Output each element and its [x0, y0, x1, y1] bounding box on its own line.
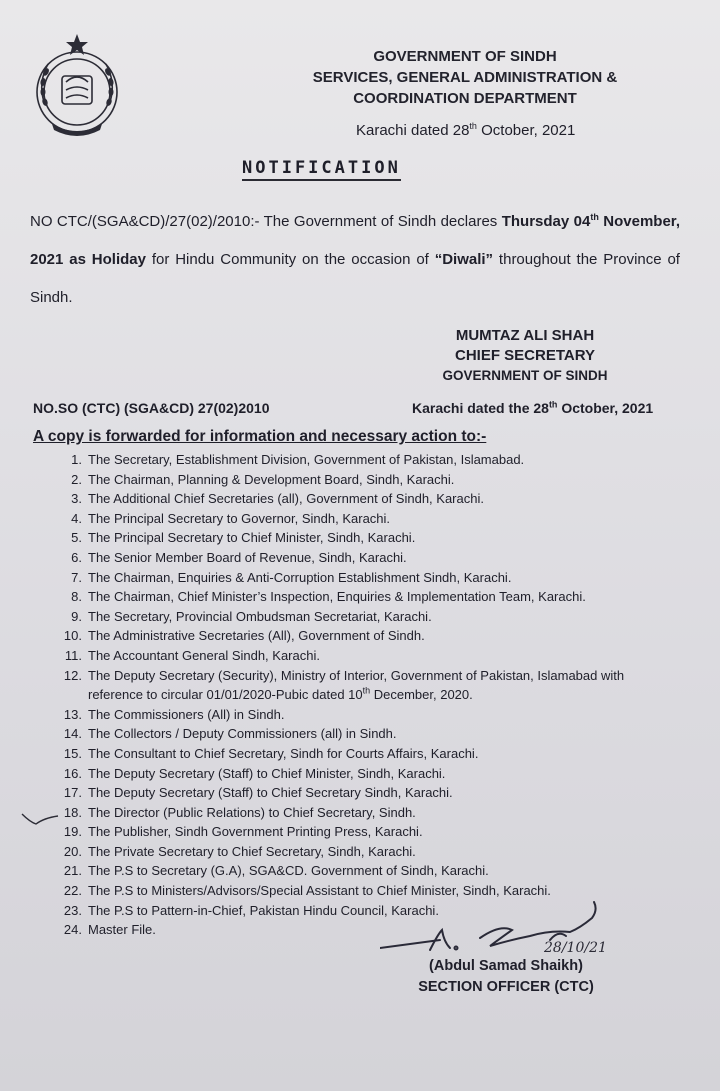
list-item-main-text: The Administrative Secretaries (All), Government of Sindh. [88, 628, 425, 644]
issue-date-sup: th [469, 121, 477, 131]
continuation-sup: th [362, 685, 371, 696]
list-item-text [88, 724, 696, 744]
issue-date-suffix: October, 2021 [476, 122, 576, 139]
list-item-number: 2. [71, 471, 82, 487]
list-item-number: 14. [63, 726, 82, 742]
list-item-number: 18. [63, 804, 82, 820]
issue-date-prefix: Karachi dated 28 [356, 122, 470, 139]
list-item-text [88, 666, 696, 705]
issue-date [356, 122, 575, 139]
list-item-text [88, 587, 696, 607]
notification-ref: NO CTC/(SGA&CD)/27(02)/2010:- [30, 213, 260, 230]
chief-secretary-signatory [420, 326, 630, 386]
list-item-main-text: The Director (Public Relations) to Chief Secretary, Sindh. [88, 804, 416, 820]
list-item-main-text: The P.S to Secretary (G.A), SGA&CD. Government of Sindh, Karachi. [88, 863, 489, 879]
list-item [56, 881, 696, 901]
forwarding-ref-number: NO.SO (CTC) (SGA&CD) 27(02)2010 [33, 400, 270, 416]
list-item-main-text: The Private Secretary to Chief Secretary, Sindh, Karachi. [88, 843, 416, 859]
list-item-number: 4. [71, 510, 82, 526]
list-item-number: 20. [63, 843, 82, 859]
list-item-main-text: The Chairman, Chief Minister’s Inspection, Enquiries & Implementation Team, Karachi. [88, 589, 586, 605]
list-item [56, 528, 696, 548]
list-item-number: 10. [63, 628, 82, 644]
list-item-number: 15. [63, 745, 82, 761]
list-item-number: 5. [71, 530, 82, 546]
list-item [56, 509, 696, 529]
list-item [56, 705, 696, 725]
list-item-main-text: The Accountant General Sindh, Karachi. [88, 647, 320, 663]
list-item-number: 21. [63, 863, 82, 879]
list-item-main-text: The Deputy Secretary (Staff) to Chief Minister, Sindh, Karachi. [88, 765, 446, 781]
list-item-text [88, 528, 696, 548]
body-text-2: for Hindu Community on the occasion of [145, 251, 435, 268]
list-item-main-text: The Additional Chief Secretaries (all), Government of Sindh, Karachi. [88, 491, 484, 507]
list-item-number: 13. [63, 706, 82, 722]
list-item [56, 764, 696, 784]
list-item-main-text: The P.S to Ministers/Advisors/Special Assistant to Chief Minister, Sindh, Karachi. [88, 883, 551, 899]
body-text-1: The Government of Sindh declares [259, 213, 502, 230]
list-item-number: 6. [71, 549, 82, 565]
section-officer-name: (Abdul Samad Shaikh) [429, 958, 583, 974]
list-item-number: 16. [63, 765, 82, 781]
list-item [56, 803, 696, 823]
signatory-title: CHIEF SECRETARY [454, 347, 595, 364]
list-item [56, 646, 696, 666]
list-item-text [88, 450, 696, 470]
list-item-text [88, 861, 696, 881]
list-item-number: 23. [63, 902, 82, 918]
notification-title: NOTIFICATION [242, 158, 401, 181]
list-item-main-text: The Senior Member Board of Revenue, Sindh, Karachi. [88, 549, 407, 565]
list-item [56, 783, 696, 803]
list-item-text [88, 568, 696, 588]
list-item-main-text: The Publisher, Sindh Government Printing Press, Karachi. [88, 824, 423, 840]
list-item-text [88, 646, 696, 666]
list-item-text [88, 705, 696, 725]
section-officer-signatory [406, 956, 606, 998]
continuation-suffix: December, 2020. [370, 687, 473, 703]
list-item-main-text: The Collectors / Deputy Commissioners (all) in Sindh. [88, 726, 397, 742]
checkmark-icon [20, 810, 60, 826]
list-item-number: 1. [71, 452, 82, 467]
list-item-text [88, 626, 696, 646]
list-item-number: 19. [63, 824, 82, 840]
body-text-3: throughout the Province of Sindh. [30, 251, 680, 306]
forwarding-date-prefix: Karachi dated the 28 [412, 400, 549, 416]
list-item-text [88, 607, 696, 627]
list-item-number: 17. [63, 785, 82, 801]
list-item-main-text: The Principal Secretary to Governor, Sindh, Karachi. [88, 510, 391, 526]
list-item [56, 548, 696, 568]
list-item-number: 3. [71, 491, 82, 507]
list-item-text [88, 489, 696, 509]
header-line-3: COORDINATION DEPARTMENT [353, 90, 577, 107]
list-item-continuation [88, 685, 696, 705]
list-item [56, 724, 696, 744]
list-item-text [88, 881, 696, 901]
header-line-1: GOVERNMENT OF SINDH [373, 48, 557, 65]
signatory-org: GOVERNMENT OF SINDH [442, 368, 608, 383]
list-item [56, 861, 696, 881]
holiday-day-sup: th [590, 212, 599, 222]
list-item-number: 24. [63, 922, 82, 938]
list-item-number: 8. [71, 589, 82, 605]
list-item-main-text: The Principal Secretary to Chief Minister, Sindh, Karachi. [88, 530, 416, 546]
forwarding-date-sup: th [548, 399, 558, 410]
list-item-main-text: The Commissioners (All) in Sindh. [88, 706, 285, 722]
list-item-main-text: The Secretary, Provincial Ombudsman Secretariat, Karachi. [88, 608, 432, 624]
list-item-text [88, 783, 696, 803]
list-item [56, 450, 696, 470]
distribution-list [56, 450, 696, 940]
government-seal-icon [24, 32, 130, 140]
forwarding-date-suffix: October, 2021 [557, 400, 654, 416]
list-item-main-text: The P.S to Pattern-in-Chief, Pakistan Hindu Council, Karachi. [88, 902, 439, 918]
list-item-main-text: The Secretary, Establishment Division, Government of Pakistan, Islamabad. [88, 452, 525, 467]
list-item-main-text: The Consultant to Chief Secretary, Sindh for Courts Affairs, Karachi. [88, 745, 479, 761]
forwarding-date [412, 400, 653, 416]
list-item-text [88, 764, 696, 784]
list-item [56, 587, 696, 607]
list-item-main-text: Master File. [88, 922, 156, 938]
list-item-number: 9. [71, 608, 82, 624]
holiday-date: November, 2021 as Holiday [30, 213, 680, 268]
list-item [56, 626, 696, 646]
occasion-name: “Diwali” [434, 251, 494, 268]
notification-body [30, 203, 680, 317]
list-item-number: 12. [63, 667, 82, 683]
continuation-prefix: reference to circular 01/01/2020-Pubic dated 10 [88, 687, 363, 703]
list-item [56, 607, 696, 627]
list-item-text [88, 842, 696, 862]
list-item-text [88, 548, 696, 568]
list-item-main-text: The Deputy Secretary (Staff) to Chief Secretary Sindh, Karachi. [88, 785, 453, 801]
list-item-text [88, 744, 696, 764]
list-item-text [88, 803, 696, 823]
list-item-main-text: The Deputy Secretary (Security), Ministry of Interior, Government of Pakistan, Islamabad with [88, 667, 625, 683]
list-item [56, 842, 696, 862]
department-header [300, 46, 630, 109]
list-item-text [88, 822, 696, 842]
section-officer-title: SECTION OFFICER (CTC) [418, 979, 594, 995]
list-item [56, 568, 696, 588]
signature-date: 28/10/21 [544, 940, 607, 956]
list-item-text [88, 470, 696, 490]
list-item-number: 22. [63, 883, 82, 899]
list-item-number: 7. [71, 569, 82, 585]
list-item [56, 666, 696, 705]
list-item [56, 744, 696, 764]
signatory-name: MUMTAZ ALI SHAH [455, 327, 595, 344]
header-line-2: SERVICES, GENERAL ADMINISTRATION & [312, 69, 618, 86]
list-item [56, 489, 696, 509]
list-item-number: 11. [64, 647, 82, 663]
list-item-main-text: The Chairman, Planning & Development Board, Sindh, Karachi. [88, 471, 455, 487]
holiday-day: Thursday 04 [501, 213, 591, 230]
list-item-main-text: The Chairman, Enquiries & Anti-Corruption Establishment Sindh, Karachi. [88, 569, 512, 585]
list-item-text [88, 509, 696, 529]
list-item [56, 822, 696, 842]
list-item [56, 470, 696, 490]
copy-forwarded-heading: A copy is forwarded for information and necessary action to:- [33, 428, 487, 445]
